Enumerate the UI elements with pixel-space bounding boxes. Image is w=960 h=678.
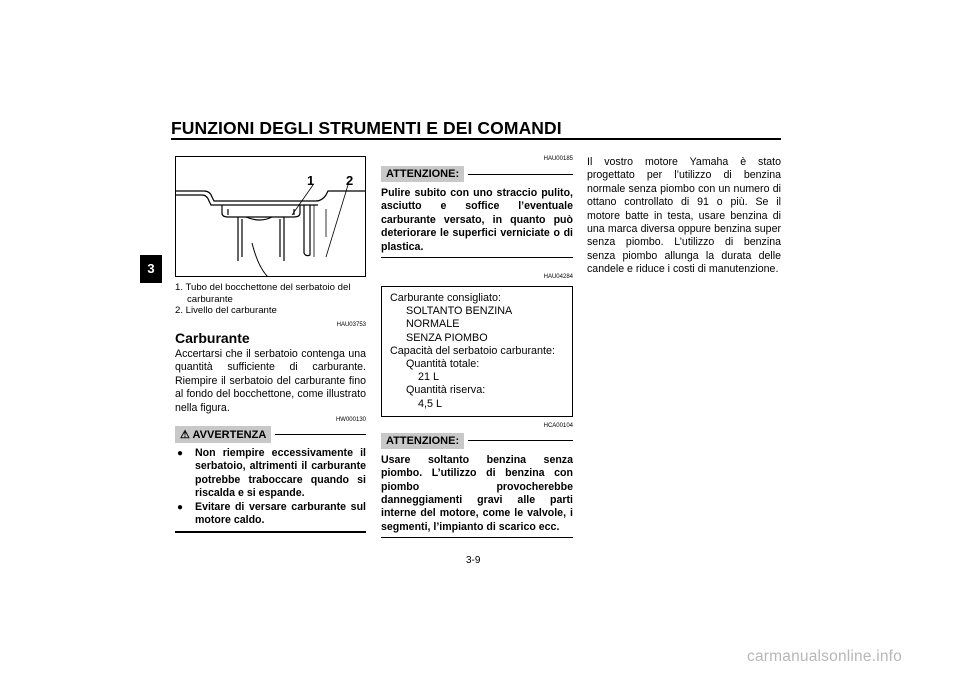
page-title: FUNZIONI DEGLI STRUMENTI E DEI COMANDI xyxy=(171,118,562,138)
fuel-filler-illustration xyxy=(176,157,365,276)
warning-rule xyxy=(275,434,366,435)
notice2-end-rule xyxy=(381,537,573,538)
notice2-rule xyxy=(468,440,573,441)
warning-label: AVVERTENZA xyxy=(192,429,267,442)
callout-1: 1 xyxy=(307,173,315,188)
spec-line: Quantità totale: xyxy=(406,358,480,371)
warning-triangle-icon: ⚠ xyxy=(180,429,190,442)
warning-list xyxy=(175,447,366,527)
warning-end-rule xyxy=(175,531,366,533)
notice1-text: Pulire subito con uno straccio pulito, asciutto e soffice l’eventuale carburante versato, in quanto può deteriorare le superfici verniciate o di plastica. xyxy=(381,187,573,253)
warning-code: HW000130 xyxy=(335,417,366,424)
warning-badge xyxy=(175,426,271,443)
spec-line: 4,5 L xyxy=(418,397,443,410)
callout-2: 2 xyxy=(346,173,354,188)
spec-line: Quantità riserva: xyxy=(406,384,486,397)
fuel-paragraph: Accertarsi che il serbatoio contenga una quantità sufficiente di carburante. Riempire il serbatoio del carburante fino al fondo del bocchettone, come illustrato nella figura. xyxy=(175,348,366,414)
caption-1-cont: carburante xyxy=(187,293,233,305)
section-heading: Carburante xyxy=(175,330,250,346)
notice2-badge: ATTENZIONE: xyxy=(381,433,464,449)
notice1-code: HAU00185 xyxy=(543,156,573,162)
spec-code: HAU04284 xyxy=(543,274,573,281)
column-1 xyxy=(175,322,366,533)
notice1-header xyxy=(381,166,573,182)
caption-1: 1. Tubo del bocchettone del serbatoio del xyxy=(175,282,351,293)
spec-line: Capacità del serbatoio carburante: xyxy=(390,344,556,357)
caption-2: 2. Livello del carburante xyxy=(175,305,277,316)
title-rule xyxy=(171,138,781,140)
notice2-text: Usare soltanto benzina senza piombo. L’utilizzo di benzina con piombo provocherebbe danneggiamenti gravi alle parti interne del motore, come le valvole, i segmenti, l’impianto di scarico ecc. xyxy=(381,453,573,533)
notice2-code: HCA00104 xyxy=(543,422,573,429)
spec-line: SENZA PIOMBO xyxy=(406,331,488,344)
notice1-end-rule xyxy=(381,257,573,258)
spec-line: SOLTANTO BENZINA NORMALE xyxy=(406,305,512,331)
page-number: 3-9 xyxy=(466,555,481,566)
chapter-tab: 3 xyxy=(140,255,162,283)
warning-header xyxy=(175,426,366,443)
figure-captions xyxy=(175,282,370,317)
warning-item: ● Evitare di versare carburante sul motore caldo. xyxy=(175,501,366,528)
notice1-rule xyxy=(468,174,573,175)
fuel-tank-figure xyxy=(175,156,366,277)
section-code: HAU03753 xyxy=(336,322,366,328)
spec-line: 21 L xyxy=(418,371,440,384)
notice2-header xyxy=(381,433,573,449)
column-2 xyxy=(381,156,573,538)
octane-paragraph: Il vostro motore Yamaha è stato progettato per l’utilizzo di benzina normale senza piombo con un numero di ottano controllato di 91 o più. Se il motore batte in testa, usare benzina di una marca diversa oppure benzina super senza piombo. L’utilizzo di benzina senza piombo allunga la durata delle candele e riduce i costi di manutenzione. xyxy=(587,156,781,276)
warning-item: ● Non riempire eccessivamente il serbatoio, altrimenti il carburante potrebbe traboccare quando si riscalda e si espande. xyxy=(175,447,366,501)
fuel-spec-box xyxy=(381,286,573,417)
notice1-badge: ATTENZIONE: xyxy=(381,166,464,182)
spec-line: Carburante consigliato: xyxy=(390,292,502,305)
watermark: carmanualsonline.info xyxy=(747,648,902,665)
